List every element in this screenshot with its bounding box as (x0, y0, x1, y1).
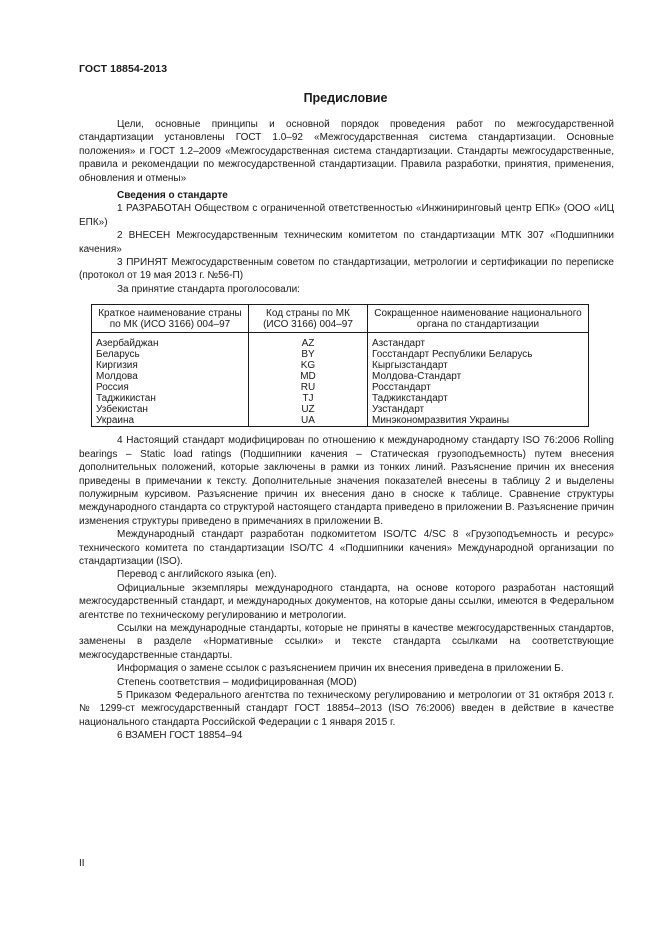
table-header-row (92, 305, 589, 333)
country-cell: Россия (92, 382, 249, 393)
item-5-paragraph: 5 Приказом Федерального агентства по техническому регулированию и метрологии от 31 октября 2013 г. № 1299-ст межгосударственный стандарт ГОСТ 18854–2013 (ISO 76:2006) введен в действие в качестве национального стандарта Российской Федерации с 1 января 2015 г. (79, 690, 614, 728)
body-cell: Госстандарт Республики Беларусь (368, 349, 589, 360)
item-1-paragraph: 1 РАЗРАБОТАН Обществом с ограниченной ответственностью «Инжиниринговый центр ЕПК» (ООО «ИЦ ЕПК») (79, 203, 614, 228)
code-cell: AZ (249, 333, 368, 350)
table-row (92, 360, 589, 371)
table-row (92, 371, 589, 382)
country-cell: Азербайджан (92, 333, 249, 350)
body-cell: Молдова-Стандарт (368, 371, 589, 382)
table-row (92, 404, 589, 415)
country-cell: Узбекистан (92, 404, 249, 415)
code-cell: MD (249, 371, 368, 382)
code-cell: RU (249, 382, 368, 393)
standard-id-header: ГОСТ 18854-2013 (79, 63, 168, 75)
table-row (92, 349, 589, 360)
table-row (92, 393, 589, 404)
body-cell: Узстандарт (368, 404, 589, 415)
vote-paragraph: За принятие стандарта проголосовали: (117, 283, 300, 295)
code-cell: BY (249, 349, 368, 360)
table-header-country: Краткое наименование страны по МК (ИСО 3166) 004–97 (92, 305, 249, 333)
translation-paragraph: Перевод с английского языка (en). (117, 569, 277, 581)
code-cell: UA (249, 415, 368, 427)
countries-table (91, 304, 589, 427)
item-3-paragraph: 3 ПРИНЯТ Межгосударственным советом по стандартизации, метрологии и сертификации по переписке (протокол от 19 мая 2013 г. №56-П) (79, 257, 614, 282)
item-4-paragraph: 4 Настоящий стандарт модифицирован по отношению к международному стандарту ISO 76:2006 Rolling bearings – Static load ratings (Подшипники качения – Статическая грузоподъемность) путем внесения дополнительных положений, которые заключены в рамки из тонких линий. Разъяснение причин их внесения приведены в примечании к тексту. Дополнительные значения показателей внесены в таблицу 2 и выделены полужирным курсивом. Разъяснение причин их внесения дано в сноске к таблице. Сравнение структуры международного стандарта со структурой настоящего стандарта приведено в приложении В. Разъяснение причин изменения структуры приведено в примечаниях в приложении В. (79, 435, 614, 527)
table-row (92, 333, 589, 350)
code-cell: UZ (249, 404, 368, 415)
page-title: Предисловие (303, 91, 388, 105)
replacement-info-paragraph: Информация о замене ссылок с разъяснением причин их внесения приведена в приложении Б. (117, 663, 564, 675)
official-copies-paragraph: Официальные экземпляры международного стандарта, на основе которого разработан настоящий межгосударственный стандарт, и международных документов, на которые даны ссылки, имеются в Федеральном агентстве по техническому регулированию и метрологии. (79, 582, 614, 621)
page-body (79, 118, 614, 743)
code-cell: KG (249, 360, 368, 371)
country-cell: Молдова (92, 371, 249, 382)
body-cell: Азстандарт (368, 333, 589, 350)
table-row (92, 415, 589, 427)
body-cell: Минэкономразвития Украины (368, 415, 589, 427)
body-cell: Росстандарт (368, 382, 589, 393)
table-row (92, 382, 589, 393)
intl-standard-paragraph: Международный стандарт разработан подкомитетом ISO/TC 4/SC 8 «Грузоподъемность и ресурс» технического комитета по стандартизации ISO/TC 4 «Подшипники качения» Международной организации по стандартизации (ISO). (79, 529, 614, 567)
item-6-paragraph: 6 ВЗАМЕН ГОСТ 18854–94 (117, 730, 243, 742)
page-number: II (79, 858, 85, 869)
references-paragraph: Ссылки на международные стандарты, которые не приняты в качестве межгосударственных стандартов, заменены в разделе «Нормативные ссылки» и тексте стандарта ссылками на соответствующие межгосударственные стандарты. (79, 622, 614, 661)
about-standard-heading: Сведения о стандарте (117, 190, 228, 202)
country-cell: Таджикистан (92, 393, 249, 404)
table-header-code: Код страны по МК (ИСО 3166) 004–97 (249, 305, 368, 333)
item-2-paragraph: 2 ВНЕСЕН Межгосударственным техническим комитетом по стандартизации МТК 307 «Подшипники качения» (79, 230, 614, 255)
body-cell: Таджикстандарт (368, 393, 589, 404)
country-cell: Беларусь (92, 349, 249, 360)
intro-paragraph: Цели, основные принципы и основной порядок проведения работ по межгосударственной стандартизации установлены ГОСТ 1.0–92 «Межгосударственная система стандартизации. Основные положения» и ГОСТ 1.2–2009 «Межгосударственная система стандартизации. Стандарты межгосударственные, правила и рекомендации по межгосударственной стандартизации. Правила разработки, принятия, применения, обновления и отмены» (79, 119, 614, 184)
code-cell: TJ (249, 393, 368, 404)
body-cell: Кыргызстандарт (368, 360, 589, 371)
country-cell: Киргизия (92, 360, 249, 371)
table-header-body: Сокращенное наименование национального органа по стандартизации (368, 305, 589, 333)
country-cell: Украина (92, 415, 249, 427)
conformity-degree-paragraph: Степень соответствия – модифицированная (MOD) (117, 676, 357, 688)
